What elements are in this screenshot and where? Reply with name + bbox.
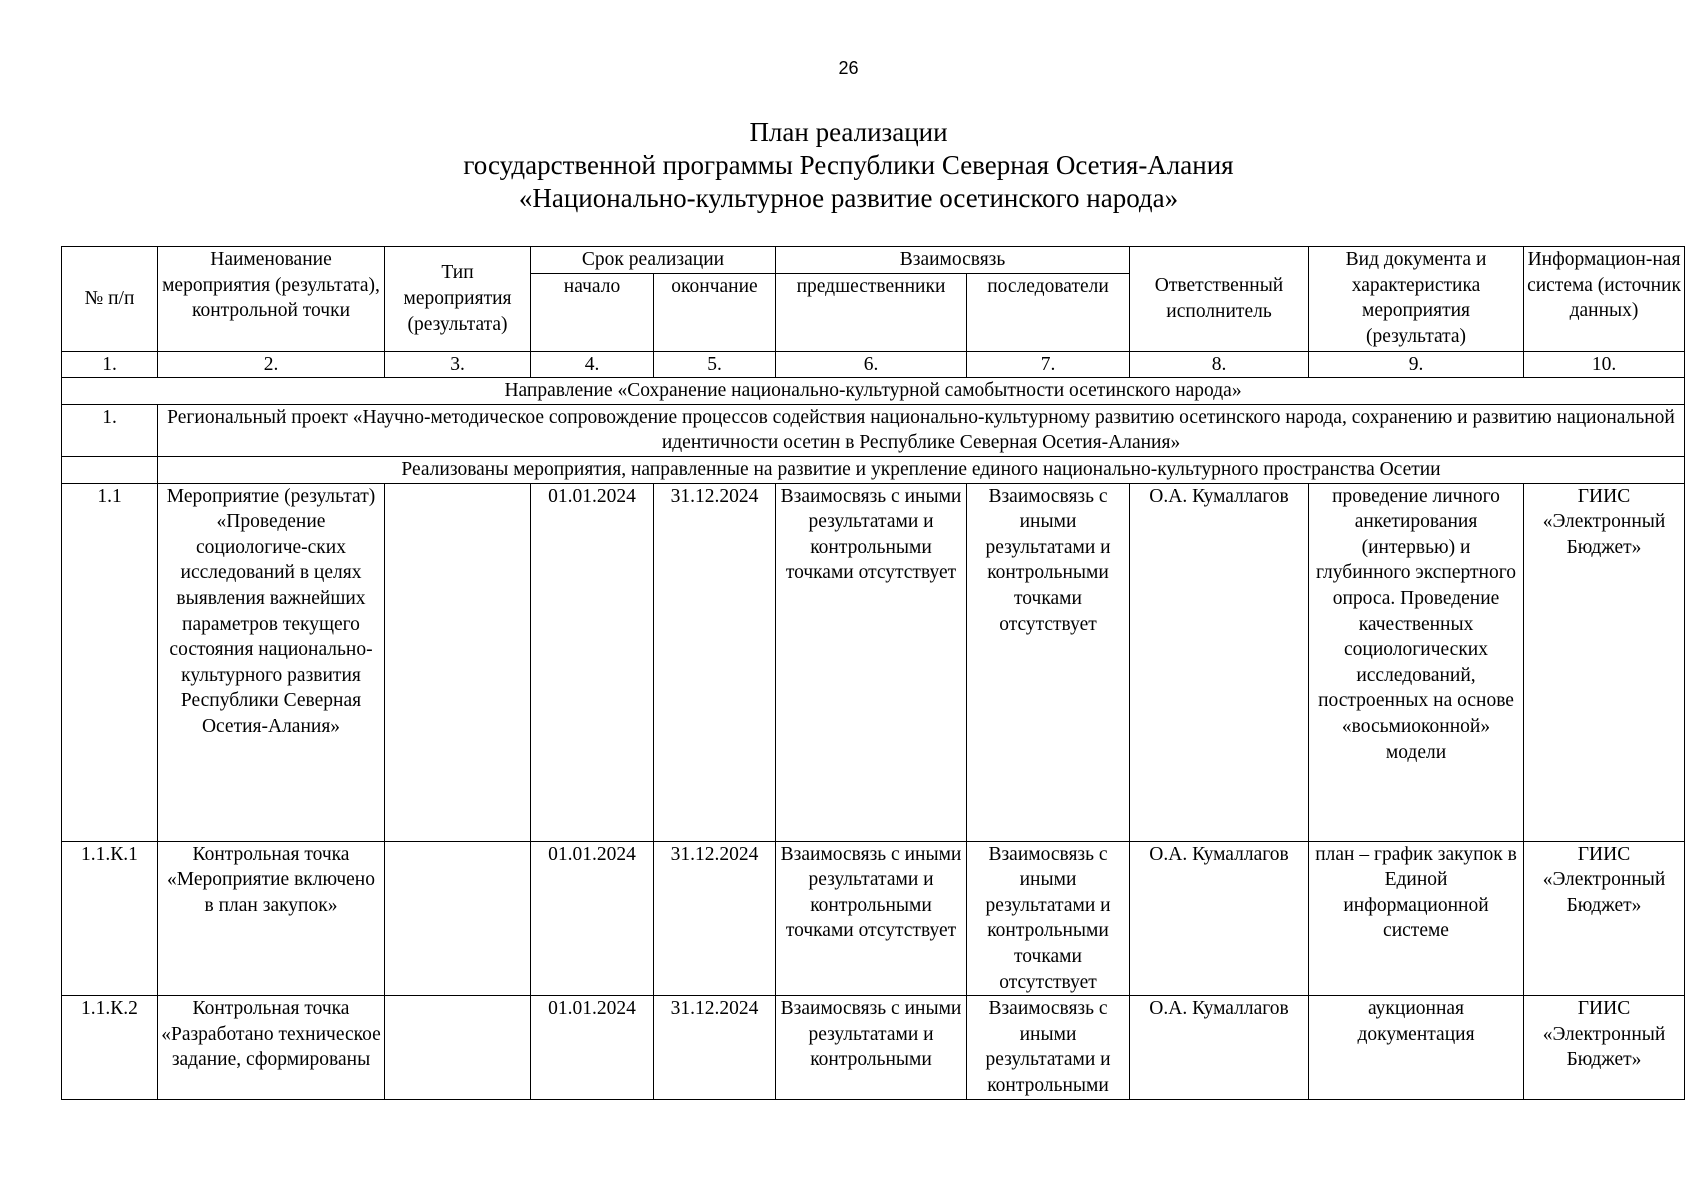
row-doc: план – график закупок в Единой информационной системе [1309, 841, 1524, 996]
header-name: Наименование мероприятия (результата), контрольной точки [158, 247, 385, 352]
row-type [385, 996, 531, 1099]
header-doc-type: Вид документа и характеристика мероприятия (результата) [1309, 247, 1524, 352]
row-successors: Взаимосвязь с иными результатами и контрольными точками отсутствует [967, 483, 1130, 841]
column-number: 9. [1309, 351, 1524, 378]
task-num [62, 456, 158, 483]
row-type [385, 841, 531, 996]
row-info: ГИИС «Электронный Бюджет» [1524, 841, 1685, 996]
header-row-1 [62, 247, 1685, 274]
header-successors: последователи [967, 273, 1130, 351]
table-row [62, 996, 1685, 1099]
title-line-2: государственной программы Республики Северная Осетия-Алания [463, 150, 1234, 180]
column-number: 7. [967, 351, 1130, 378]
document-title [0, 116, 1697, 215]
column-numbers-row [62, 351, 1685, 378]
row-responsible: О.А. Кумаллагов [1130, 483, 1309, 841]
project-title: Региональный проект «Научно-методическое сопровождение процессов содействия национально-культурному развитию осетинского народа, сохранению и развитию национальной идентичности осетин в Республике Северная Осетия-Алания» [158, 404, 1685, 456]
header-end: окончание [654, 273, 776, 351]
row-name: Контрольная точка «Мероприятие включено в план закупок» [158, 841, 385, 996]
title-line-3: «Национально-культурное развитие осетинского народа» [518, 183, 1179, 213]
header-type: Тип мероприятия (результата) [385, 247, 531, 352]
table-row [62, 483, 1685, 841]
direction-row [62, 378, 1685, 405]
header-num: № п/п [62, 247, 158, 352]
header-predecessors: предшественники [776, 273, 967, 351]
header-relation: Взаимосвязь [776, 247, 1130, 274]
row-info: ГИИС «Электронный Бюджет» [1524, 996, 1685, 1099]
row-doc: проведение личного анкетирования (интервью) и глубинного экспертного опроса. Проведение качественных социологических исследований, построенных на основе «восьмиоконной» модели [1309, 483, 1524, 841]
page-number: 26 [838, 58, 859, 78]
column-number: 10. [1524, 351, 1685, 378]
table-row [62, 841, 1685, 996]
header-term: Срок реализации [531, 247, 776, 274]
project-num: 1. [62, 404, 158, 456]
project-row [62, 404, 1685, 456]
row-num: 1.1 [62, 483, 158, 841]
row-successors: Взаимосвязь с иными результатами и контрольными [967, 996, 1130, 1099]
row-info: ГИИС «Электронный Бюджет» [1524, 483, 1685, 841]
column-number: 3. [385, 351, 531, 378]
row-end: 31.12.2024 [654, 483, 776, 841]
task-row [62, 456, 1685, 483]
column-number: 5. [654, 351, 776, 378]
row-start: 01.01.2024 [531, 996, 654, 1099]
row-predecessors: Взаимосвязь с иными результатами и контрольными точками отсутствует [776, 483, 967, 841]
title-line-1: План реализации [749, 117, 948, 147]
row-doc: аукционная документация [1309, 996, 1524, 1099]
row-name: Мероприятие (результат) «Проведение социологиче-ских исследований в целях выявления важнейших параметров текущего состояния национально-культурного развития Республики Северная Осетия-Алания» [158, 483, 385, 841]
row-end: 31.12.2024 [654, 841, 776, 996]
task-title: Реализованы мероприятия, направленные на развитие и укрепление единого национально-культурного пространства Осетии [158, 456, 1685, 483]
column-number: 4. [531, 351, 654, 378]
row-end: 31.12.2024 [654, 996, 776, 1099]
header-start: начало [531, 273, 654, 351]
row-type [385, 483, 531, 841]
row-responsible: О.А. Кумаллагов [1130, 841, 1309, 996]
column-number: 8. [1130, 351, 1309, 378]
row-predecessors: Взаимосвязь с иными результатами и контрольными [776, 996, 967, 1099]
row-name: Контрольная точка «Разработано техническое задание, сформированы [158, 996, 385, 1099]
row-responsible: О.А. Кумаллагов [1130, 996, 1309, 1099]
column-number: 6. [776, 351, 967, 378]
row-start: 01.01.2024 [531, 483, 654, 841]
row-predecessors: Взаимосвязь с иными результатами и контрольными точками отсутствует [776, 841, 967, 996]
row-num: 1.1.К.1 [62, 841, 158, 996]
direction-title: Направление «Сохранение национально-культурной самобытности осетинского народа» [62, 378, 1685, 405]
row-successors: Взаимосвязь с иными результатами и контрольными точками отсутствует [967, 841, 1130, 996]
row-num: 1.1.К.2 [62, 996, 158, 1099]
row-start: 01.01.2024 [531, 841, 654, 996]
column-number: 1. [62, 351, 158, 378]
column-number: 2. [158, 351, 385, 378]
header-info-system: Информацион-ная система (источник данных) [1524, 247, 1685, 352]
header-responsible: Ответственный исполнитель [1130, 247, 1309, 352]
plan-table [61, 246, 1685, 1100]
